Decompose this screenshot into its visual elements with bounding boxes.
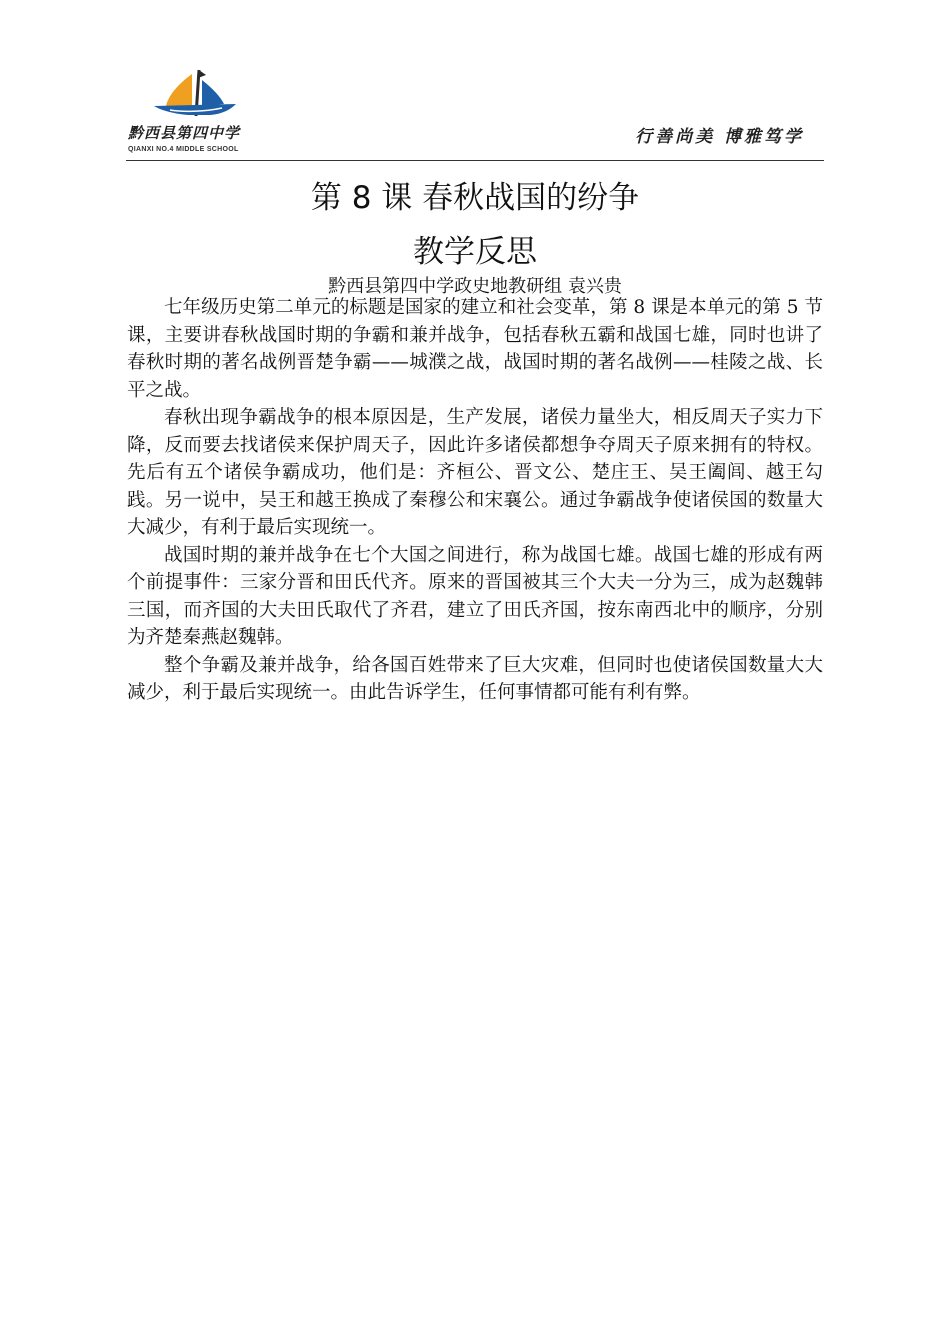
document-title: 第 8 课 春秋战国的纷争 [310, 180, 640, 216]
paragraph: 整个争霸及兼并战争，给各国百姓带来了巨大灾难，但同时也使诸侯国数量大大减少，利于最后实现统一。由此告诉学生，任何事情都可能有利有弊。 [127, 654, 823, 703]
header-divider [126, 160, 824, 161]
school-name-english: QIANXI NO.4 MIDDLE SCHOOL [128, 146, 239, 153]
document-body [127, 294, 823, 707]
page-header [126, 66, 824, 162]
document-subtitle: 教学反思 [413, 234, 537, 270]
paragraph: 七年级历史第二单元的标题是国家的建立和社会变革，第 8 课是本单元的第 5 节课，主要讲春秋战国时期的争霸和兼并战争，包括春秋五霸和战国七雄，同时也讲了春秋时期的著名战例晋楚争霸——城濮之战，战国时期的著名战例——桂陵之战、长平之战。 [127, 297, 823, 401]
paragraph: 战国时期的兼并战争在七个大国之间进行，称为战国七雄。战国七雄的形成有两个前提事件：三家分晋和田氏代齐。原来的晋国被其三个大夫一分为三，成为赵魏韩三国，而齐国的大夫田氏取代了齐君，建立了田氏齐国，按东南西北中的顺序，分别为齐楚秦燕赵魏韩。 [127, 544, 823, 648]
sailboat-logo-icon [126, 66, 266, 126]
document-author: 黔西县第四中学政史地教研组 袁兴贵 [328, 276, 622, 297]
paragraph: 春秋出现争霸战争的根本原因是，生产发展，诸侯力量坐大，相反周天子实力下降，反而要去找诸侯来保护周天子，因此许多诸侯都想争夺周天子原来拥有的特权。先后有五个诸侯争霸成功，他们是：齐桓公、晋文公、楚庄王、吴王阖闾、越王勾践。另一说中，吴王和越王换成了秦穆公和宋襄公。通过争霸战争使诸侯国的数量大大减少，有利于最后实现统一。 [127, 407, 823, 538]
school-motto: 行善尚美 博雅笃学 [635, 127, 804, 147]
school-name: 黔西县第四中学 [128, 124, 241, 142]
school-logo [126, 66, 266, 160]
